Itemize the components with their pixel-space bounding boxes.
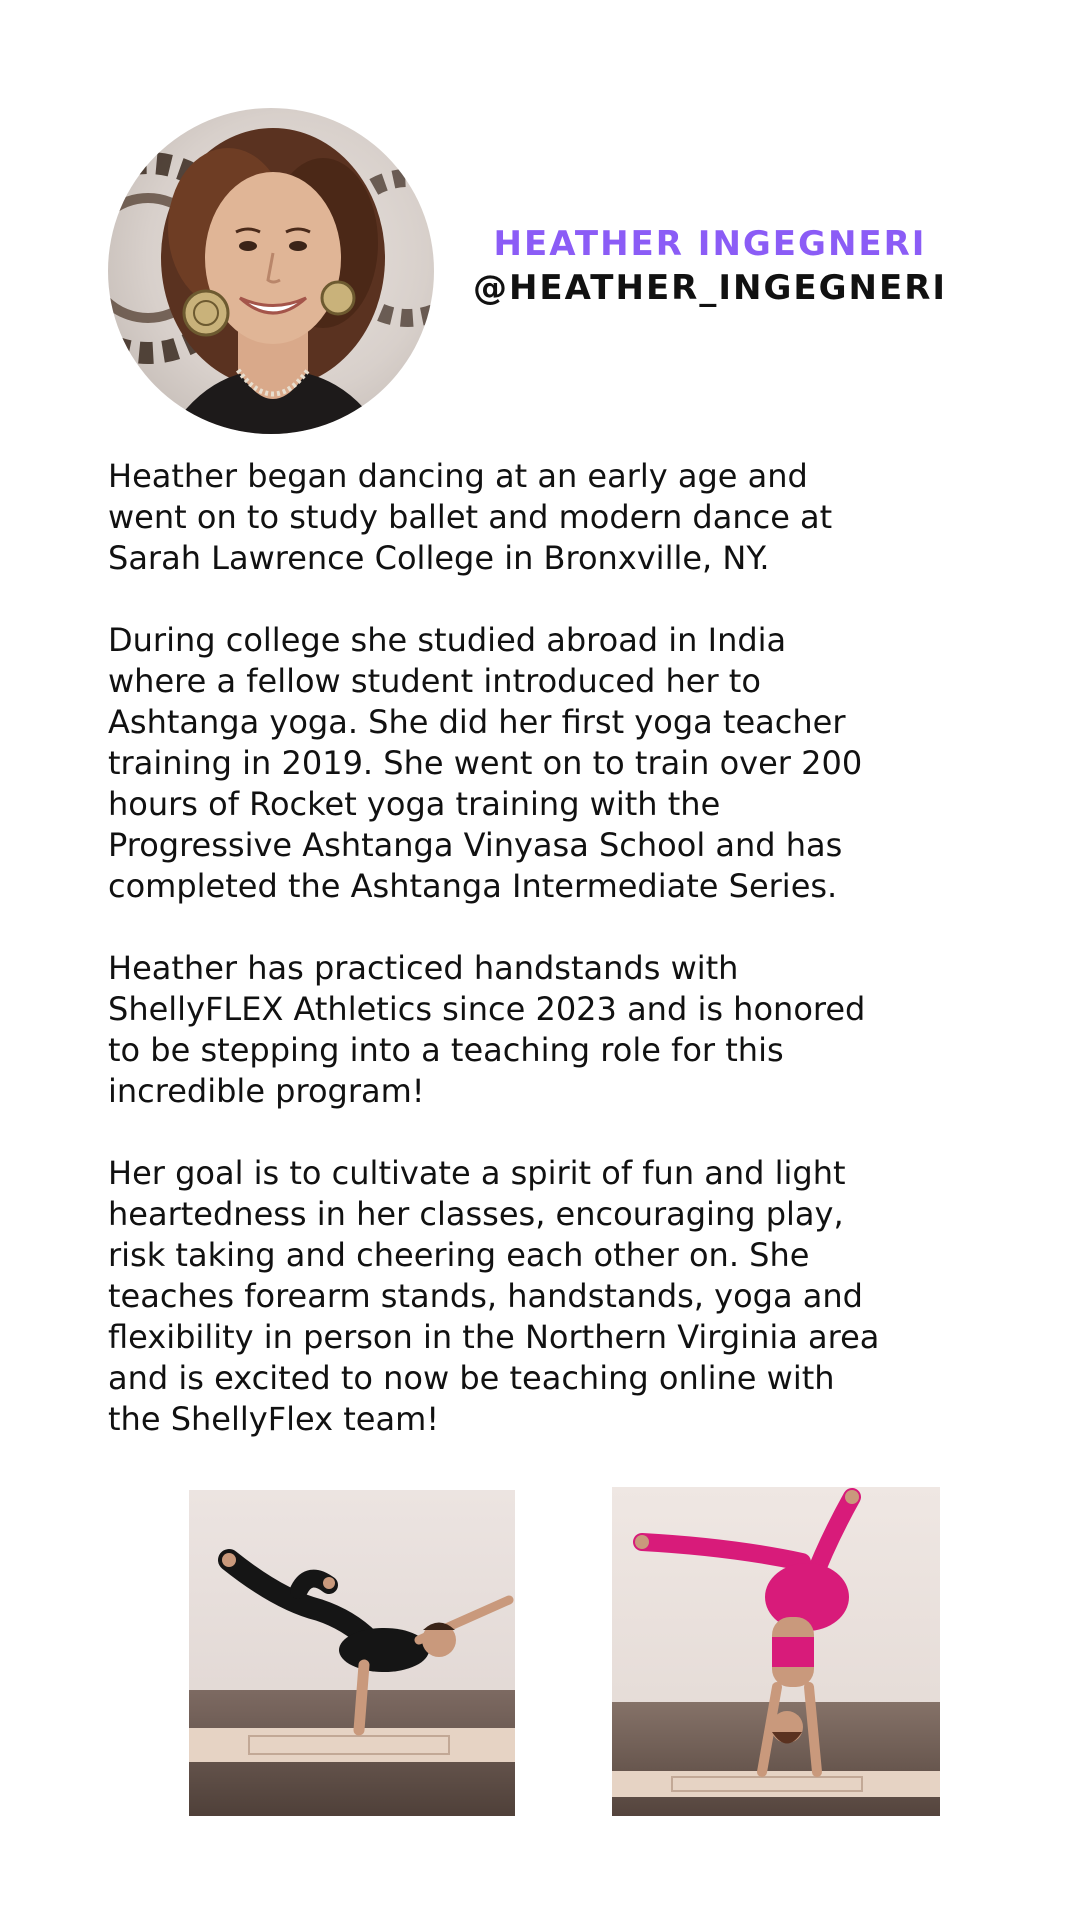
photo-forearm-balance bbox=[189, 1490, 515, 1816]
name-block bbox=[470, 222, 950, 310]
photo-handstand-image bbox=[612, 1487, 940, 1816]
bio-paragraph: Heather began dancing at an early age and went on to study ballet and modern dance at Sarah Lawrence College in Bronxville, NY. bbox=[108, 457, 833, 577]
photo-forearm-balance-image bbox=[189, 1490, 515, 1816]
bio-paragraph: Her goal is to cultivate a spirit of fun and light heartedness in her classes, encouraging play, risk taking and cheering each other on. She teaches forearm stands, handstands, yoga and flexibility in person in the Northern Virginia area and is excited to now be teaching online with the ShellyFlex team! bbox=[108, 1154, 880, 1438]
instructor-name: HEATHER INGEGNERI bbox=[493, 224, 927, 264]
instructor-handle: @HEATHER_INGEGNERI bbox=[472, 268, 948, 308]
photo-handstand bbox=[612, 1487, 940, 1816]
bio-paragraph: Heather has practiced handstands with ShellyFLEX Athletics since 2023 and is honored to be stepping into a teaching role for this incredible program! bbox=[108, 949, 866, 1110]
bio-text bbox=[108, 456, 1008, 1481]
avatar-portrait bbox=[108, 108, 434, 434]
avatar bbox=[108, 108, 434, 434]
bio-paragraph: During college she studied abroad in India where a fellow student introduced her to Ashtanga yoga. She did her first yoga teacher training in 2019. She went on to train over 200 hours of Rocket yoga training with the Progressive Ashtanga Vinyasa School and has completed the Ashtanga Intermediate Series. bbox=[108, 621, 863, 905]
